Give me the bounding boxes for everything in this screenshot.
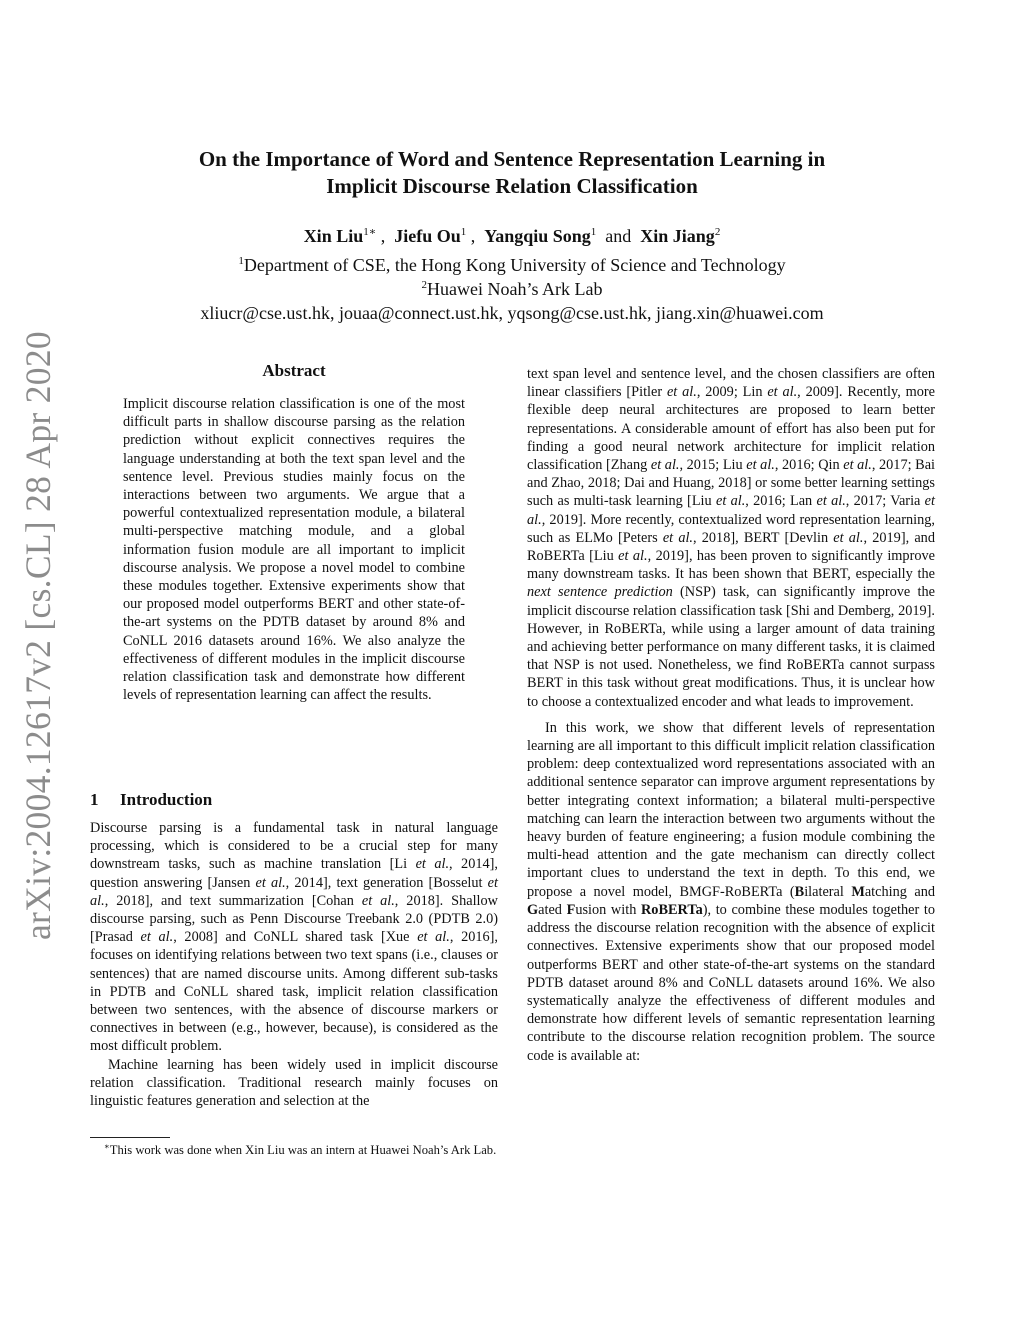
author-separator: , [470,226,476,246]
footnote [90,1142,498,1159]
affiliation-text: Department of CSE, the Hong Kong University of Science and Technology [243,255,786,275]
author-affil-mark: 1∗ [363,226,377,238]
affiliation-mark: 2 [421,279,428,291]
paragraph: In this work, we show that different levels of representation learning are all important to this difficult implicit relation classification problem: deep contextualized word representations associated with an additional sentence separator can improve argument representations by better integrating context information; a bilateral multi-perspective matching can learn the interaction between two arguments without the heavy burden of feature engineering; a fusion module combining the multi-head attention and the gate mechanism can directly collect important clues to understand the text in depth. To this end, we propose a novel model, BMGF-RoBERTa (Bilateral Matching and Gated Fusion with RoBERTa), to combine these modules together to address the discourse relation recognition with the absence of explicit connectives. Extensive experiments show that our proposed model outperforms BERT and other state-of-the-art systems on the standard PDTB dataset around 8% and CoNLL datasets around 16%. We also systematically analyze the effectiveness of different modules and demonstrate how different levels of semantic representation learning contribute to the discourse relation recognition problem. The source code is available at: [527,719,935,1064]
author-name: Yangqiu Song [484,226,591,246]
author-emails: xliucr@cse.ust.hk, jouaa@connect.ust.hk, yqsong@cse.ust.hk, jiang.xin@huawei.com [200,303,824,323]
abstract-heading: Abstract [262,361,326,380]
author-name: Jiefu Ou [394,226,461,246]
author-and: and [605,226,632,246]
author-list [90,224,934,248]
footnote-text: This work was done when Xin Liu was an intern at Huawei Noah’s Ark Lab. [109,1143,497,1157]
affiliation-2 [90,277,934,301]
author-separator: , [380,226,386,246]
footnote-divider [90,1137,170,1138]
section-number: 1 [90,790,99,809]
abstract-text: Implicit discourse relation classification is one of the most difficult parts in shallow discourse parsing as the relation prediction without explicit connectives requires the language understanding at both the text span level and the sentence level. Previous studies mainly focus on the interactions between two arguments. We argue that a powerful contextualized representation module, a bilateral multi-perspective matching module, and a global information fusion module are all important to implicit discourse analysis. We propose a novel model to combine these modules together. Extensive experiments show that our proposed model outperforms BERT and other state-of-the-art systems on the PDTB dataset by around 8% and CoNLL 2016 datasets around 16%. We also analyze the effectiveness of different modules in the implicit discourse relation classification task and demonstrate how different levels of representation learning can affect the results. [123,396,465,704]
affiliation-text: Huawei Noah’s Ark Lab [427,279,603,299]
affiliation-mark: 1 [238,255,244,267]
arxiv-identifier-stamp: arXiv:2004.12617v2 [cs.CL] 28 Apr 2020 [18,331,58,940]
paragraph: Discourse parsing is a fundamental task in natural language processing, which is considered to be a crucial step for many downstream tasks, such as machine translation [Li et al., 2014], question answering [Jansen et al., 2014], text generation [Bosselut et al., 2018], and text summarization [Cohan et al., 2018]. Shallow discourse parsing, such as Penn Discourse Treebank 2.0 (PDTB 2.0) [Prasad et al., 2008] and CoNLL shared task [Xue et al., 2016], focuses on identifying relations between two text spans (i.e., clauses or sentences) that are named discourse units. Among different sub-tasks in PDTB and CoNLL shared task, implicit relation classification between two sentences, with the absence of discourse markers or connectives in between (e.g., however, because), is considered as the most difficult problem. [90,820,499,1055]
introduction-right-column [527,365,935,1065]
footnote-mark: ∗ [104,1141,110,1151]
section-heading-introduction [90,789,212,811]
section-title: Introduction [120,790,213,809]
paragraph: Machine learning has been widely used in implicit discourse relation classification. Traditional research mainly focuses on linguistic features generation and selection at the [90,1056,498,1110]
paper-title [90,146,934,200]
title-line-2: Implicit Discourse Relation Classification [326,174,698,198]
author-affil-mark: 2 [714,226,721,238]
paragraph: text span level and sentence level, and the chosen classifiers are often linear classifiers [Pitler et al., 2009; Lin et al., 2009]. Recently, more flexible deep neural architectures are proposed to learn better representations. A considerable amount of effort has also been put for finding a good neural network architecture for implicit relation classification [Zhang et al., 2015; Liu et al., 2016; Qin et al., 2017; Bai and Zhao, 2018; Dai and Huang, 2018] or some better learning settings such as multi-task learning [Liu et al., 2016; Lan et al., 2017; Varia et al., 2019]. More recently, contextualized word representation learning, such as ELMo [Peters et al., 2018], BERT [Devlin et al., 2019], and RoBERTa [Liu et al., 2019], has been proven to significantly improve many downstream tasks. It has been shown that BERT, especially the next sentence prediction (NSP) task, can significantly improve the implicit discourse relation classification task [Shi and Demberg, 2019]. However, in RoBERTa, while using a larger amount of data training and achieving better performance on many different tasks, it is claimed that NSP is not used. Nonetheless, we find RoBERTa cannot surpass BERT in this task without great modifications. Thus, it is unclear how to choose a contextualized encoder and what leads to improvement. [527,366,936,710]
title-line-1: On the Importance of Word and Sentence Representation Learning in [198,147,826,171]
affiliations [90,253,934,325]
author-affil-mark: 1 [460,226,467,238]
introduction-left-column [90,819,498,1110]
affiliation-1 [90,253,934,277]
author-name: Xin Jiang [640,226,715,246]
author-affil-mark: 1 [590,226,597,238]
author-name: Xin Liu [303,226,364,246]
